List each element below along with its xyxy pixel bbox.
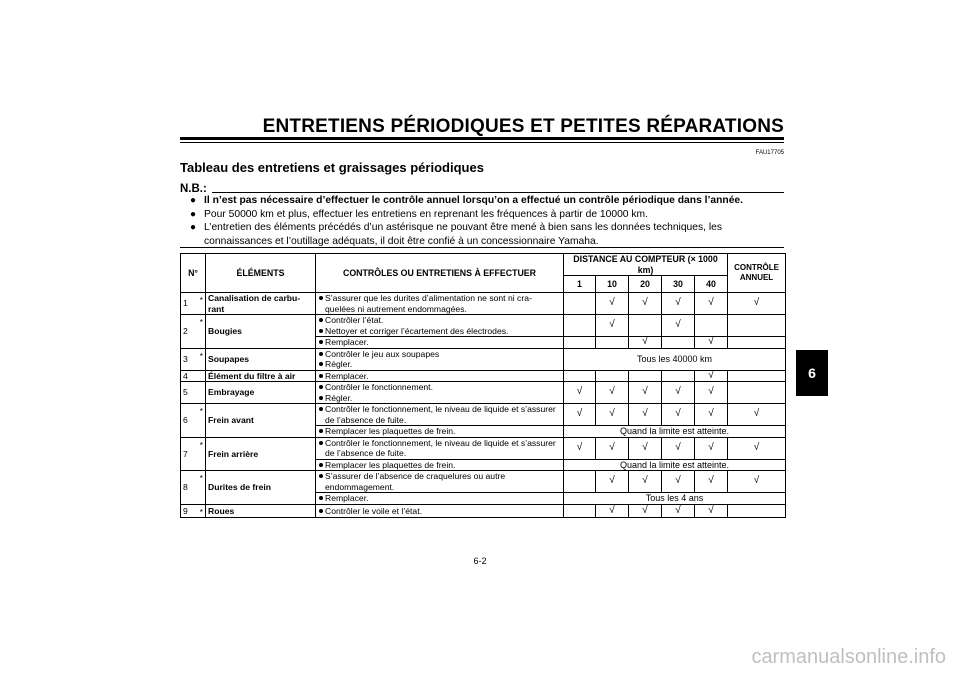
interval-check-cell: √ [662,471,695,493]
interval-check-cell: √ [564,382,596,404]
interval-check-cell: √ [662,437,695,459]
interval-check-cell: √ [662,504,695,518]
interval-note: Tous les 40000 km [564,348,786,370]
bullet-icon [318,397,325,401]
interval-check-cell: √ [695,337,728,349]
asterisk-marker: * [198,471,206,505]
interval-check-cell: √ [564,404,596,426]
table-row [181,382,786,404]
row-action [316,348,564,370]
action-text: Remplacer. [325,370,369,381]
row-number: 4 [181,370,198,382]
table-header-row [181,254,786,276]
interval-check-cell: √ [695,382,728,404]
interval-check-cell: √ [662,382,695,404]
reference-code: FAU17705 [755,150,784,156]
header-elements: ÉLÉMENTS [206,254,316,293]
bullet-icon: ● [190,195,197,206]
row-number: 6 [181,404,198,438]
interval-check-cell: √ [695,504,728,518]
row-action [316,337,564,349]
nb-rule [212,192,784,193]
interval-check-cell [564,471,596,493]
table-row [181,504,786,518]
interval-check-cell: √ [695,370,728,382]
asterisk-marker: * [198,437,206,471]
nb-note: ● Pour 50000 km et plus, effectuer les entretiens en reprenant les fréquences à partir de 10000 km. [190,208,648,220]
asterisk-marker [198,370,206,382]
interval-note: Tous les 4 ans [564,493,786,505]
bullet-icon [318,430,325,434]
interval-check-cell: √ [629,504,662,518]
row-action [316,370,564,382]
row-number: 3 [181,348,198,370]
action-line [325,493,561,504]
row-element: Embrayage [206,382,316,404]
interval-check-cell: √ [629,337,662,349]
interval-check-cell: √ [596,404,629,426]
action-text: S’assurer que les durites d’alimentation ne sont ni cra-quelées ni autrement endommagées. [325,293,532,314]
row-number: 9 [181,504,198,518]
interval-check-cell: √ [695,471,728,493]
action-text: Contrôler le jeu aux soupapes [325,348,440,359]
row-number: 5 [181,382,198,404]
nb-notes [190,194,790,248]
header-annual: CONTRÔLE ANNUEL [728,254,786,293]
interval-check-cell [564,293,596,315]
interval-check-cell [596,370,629,382]
interval-check-cell: √ [662,315,695,337]
action-line [325,471,561,492]
interval-check-cell: √ [596,382,629,404]
action-line [325,404,561,425]
bullet-icon: ● [190,208,197,220]
table-row [181,348,786,370]
header-km: 30 [662,276,695,293]
row-element: Roues [206,504,316,518]
interval-check-cell: √ [596,437,629,459]
bullet-icon [318,363,325,367]
asterisk-marker: * [198,504,206,518]
chapter-tab: 6 [796,350,828,396]
asterisk-marker: * [198,315,206,349]
interval-check-cell: √ [662,293,695,315]
table-body [181,293,786,518]
row-number: 1 [181,293,198,315]
interval-check-cell: √ [629,293,662,315]
interval-check-cell [662,370,695,382]
bullet-icon [318,386,325,390]
action-text: Contrôler le voile et l’état. [325,505,422,516]
interval-check-cell [662,337,695,349]
interval-check-cell: √ [695,437,728,459]
annual-check-cell: √ [728,471,786,493]
header-rule-thin [180,142,784,143]
interval-check-cell: √ [695,404,728,426]
watermark: carmanualsonline.info [751,646,946,668]
action-line [325,393,561,404]
action-text: Remplacer les plaquettes de frein. [325,426,456,436]
bullet-icon [318,442,325,446]
row-action [316,426,564,438]
header-rule [180,137,784,140]
action-text: Remplacer. [325,337,369,347]
row-element: Soupapes [206,348,316,370]
interval-check-cell [564,315,596,337]
interval-check-cell: √ [629,437,662,459]
action-line [325,382,561,393]
table-row [181,315,786,337]
table-row [181,293,786,315]
interval-note: Quand la limite est atteinte. [564,426,786,438]
action-line [325,293,561,314]
interval-note: Quand la limite est atteinte. [564,459,786,471]
interval-check-cell [629,315,662,337]
action-text: Contrôler le fonctionnement. [325,382,433,392]
nb-label: N.B.: [180,183,207,195]
nb-note: ● L’entretien des éléments précédés d’un astérisque ne pouvant être mené à bien sans les données techniques, les connaissances et l’outillage adéquats, il doit être confié à un concessionnaire Yamaha. [190,222,723,247]
row-element: Durites de frein [206,471,316,505]
bullet-icon [318,464,325,468]
action-text: Remplacer. [325,493,369,503]
maintenance-table [180,253,786,518]
interval-check-cell: √ [596,315,629,337]
row-number: 7 [181,437,198,471]
action-text: Régler. [325,359,353,369]
action-text: Régler. [325,392,353,403]
annual-check-cell [728,315,786,337]
section-rule [180,247,784,248]
bullet-icon [318,497,325,501]
page-number: 6-2 [473,556,487,566]
annual-check-cell [728,337,786,349]
interval-check-cell: √ [629,382,662,404]
table-row [181,370,786,382]
row-element: Frein arrière [206,437,316,471]
bullet-icon [318,297,325,301]
asterisk-marker [198,382,206,404]
row-action [316,293,564,315]
bullet-icon [318,319,325,323]
page-title: ENTRETIENS PÉRIODIQUES ET PETITES RÉPARATIONS [262,116,784,137]
action-line [325,349,561,360]
action-line [325,315,561,326]
annual-check-cell [728,504,786,518]
row-element: Élément du filtre à air [206,370,316,382]
asterisk-marker: * [198,404,206,438]
bullet-icon [318,408,325,412]
annual-check-cell [728,370,786,382]
action-line [325,371,561,382]
table-row [181,471,786,493]
header-km: 40 [695,276,728,293]
header-km: 1 [564,276,596,293]
nb-note: ● Il n’est pas nécessaire d’effectuer le contrôle annuel lorsqu’on a effectué un contrôle périodique dans l’année. [190,195,744,206]
interval-check-cell: √ [596,471,629,493]
action-line [325,438,561,459]
bullet-icon [318,475,325,479]
header-num: N° [181,254,206,293]
row-action [316,471,564,493]
row-action [316,459,564,471]
header-distance: DISTANCE AU COMPTEUR (× 1000 km) [564,254,728,276]
bullet-icon [318,341,325,345]
action-text: Contrôler l’état. [325,315,384,325]
bullet-icon [318,510,325,514]
row-action [316,437,564,459]
interval-check-cell: √ [695,293,728,315]
interval-check-cell: √ [596,293,629,315]
action-text: Contrôler le fonctionnement, le niveau de liquide et s’assurer de l’absence de fuite. [325,437,556,458]
interval-check-cell [629,370,662,382]
row-number: 2 [181,315,198,349]
row-action [316,404,564,426]
row-element: Bougies [206,315,316,349]
interval-check-cell [564,337,596,349]
action-line [325,506,561,517]
bullet-icon [318,353,325,357]
table-row [181,404,786,426]
bullet-icon [318,375,325,379]
row-element: Frein avant [206,404,316,438]
annual-check-cell: √ [728,404,786,426]
action-text: Nettoyer et corriger l’écartement des électrodes. [325,325,509,336]
action-text: S’assurer de l’absence de craquelures ou autre endommagement. [325,471,506,492]
interval-check-cell [564,370,596,382]
interval-check-cell: √ [564,437,596,459]
section-title: Tableau des entretiens et graissages périodiques [180,160,484,175]
row-action [316,504,564,518]
asterisk-marker: * [198,293,206,315]
header-km: 20 [629,276,662,293]
action-text: Contrôler le fonctionnement, le niveau de liquide et s’assurer de l’absence de fuite. [325,404,556,425]
bullet-icon: ● [190,222,197,233]
annual-check-cell: √ [728,293,786,315]
asterisk-marker: * [198,348,206,370]
action-line [325,337,561,348]
action-line [325,359,561,370]
action-line [325,326,561,337]
interval-check-cell [564,504,596,518]
row-action [316,382,564,404]
interval-check-cell [596,337,629,349]
annual-check-cell [728,382,786,404]
row-number: 8 [181,471,198,505]
interval-check-cell: √ [596,504,629,518]
row-action [316,493,564,505]
interval-check-cell: √ [629,471,662,493]
bullet-icon [318,330,325,334]
action-line [325,460,561,471]
interval-check-cell: √ [662,404,695,426]
interval-check-cell [695,315,728,337]
action-line [325,426,561,437]
interval-check-cell: √ [629,404,662,426]
header-controls: CONTRÔLES OU ENTRETIENS À EFFECTUER [316,254,564,293]
row-element: Canalisation de carbu-rant [206,293,316,315]
annual-check-cell: √ [728,437,786,459]
header-km: 10 [596,276,629,293]
action-text: Remplacer les plaquettes de frein. [325,459,456,470]
table-row [181,437,786,459]
row-action [316,315,564,337]
